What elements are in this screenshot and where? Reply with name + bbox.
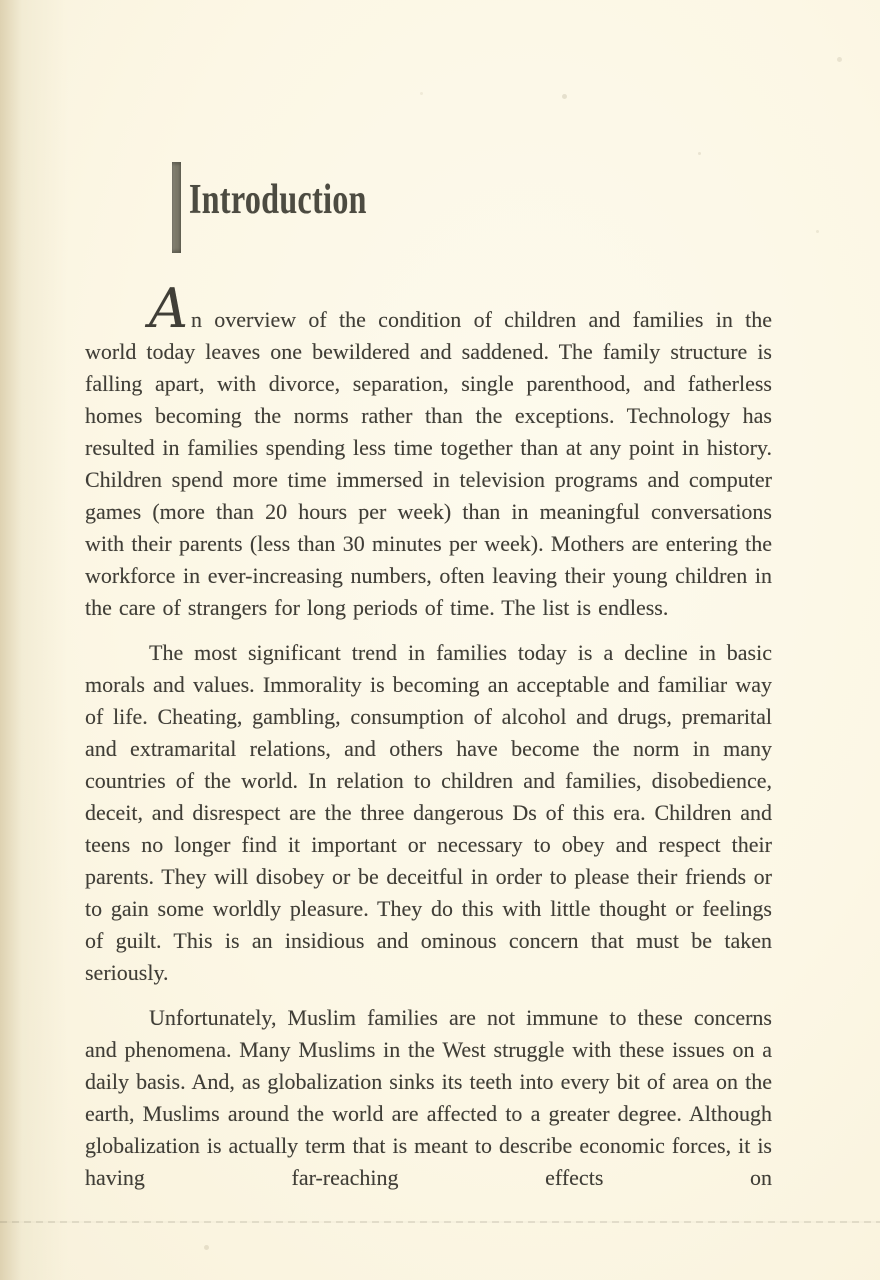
chapter-title-accent-bar <box>172 162 181 253</box>
body-text <box>85 277 772 1207</box>
paragraph: The most significant trend in families today is a decline in basic morals and values. Immorality is becoming an acceptable and familiar way of life. Cheating, gambling, consumption of alcohol and drugs, premarital and extramarital relations, and others have become the norm in many countries of the world. In relation to children and families, disobedience, deceit, and disrespect are the three dangerous Ds of this era. Children and teens no longer find it important or necessary to obey and respect their parents. They will disobey or be deceitful in order to please their friends or to gain some worldly pleasure. They do this with little thought or feelings of guilt. This is an insidious and ominous concern that must be taken seriously. <box>85 640 772 985</box>
paragraph-text: n overview of the condition of children and families in the world today leaves one bewildered and saddened. The family structure is falling apart, with divorce, separation, single parenthood, and fatherless homes becoming the norms rather than the exceptions. Technology has resulted in families spending less time together than at any point in history. Children spend more time immersed in television programs and computer games (more than 20 hours per week) than in meaningful conversations with their parents (less than 30 minutes per week). Mothers are entering the workforce in ever-increasing numbers, often leaving their young children in the care of strangers for long periods of time. The list is endless. <box>85 307 772 620</box>
page-title: Introduction <box>189 177 367 223</box>
paragraph: Unfortunately, Muslim families are not immune to these concerns and phenomena. Many Muslims in the West struggle with these issues on a daily basis. And, as globalization sinks its teeth into every bit of area on the earth, Muslims around the world are affected to a greater degree. Although globalization is actually term that is meant to describe economic forces, it is having far-reaching effects on <box>85 1005 772 1190</box>
dropcap-letter: A <box>149 277 185 340</box>
scan-artifact-line <box>0 1221 880 1223</box>
paragraph <box>85 277 772 624</box>
